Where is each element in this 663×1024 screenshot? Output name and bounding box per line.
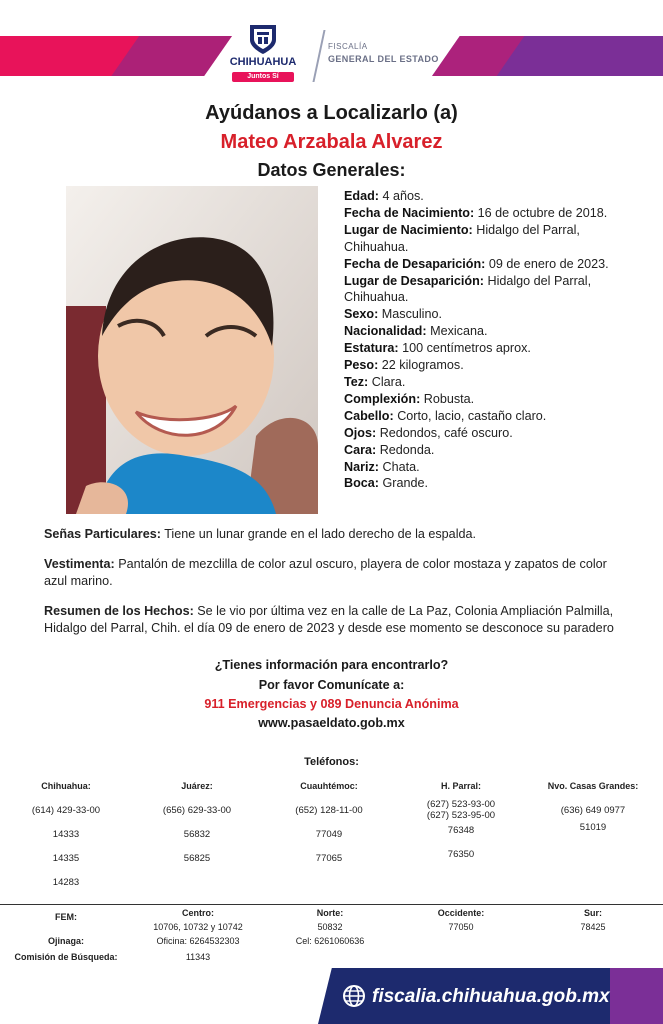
logo-slogan: Juntos Sí podemos: [232, 72, 294, 82]
detail-label: Complexión:: [344, 391, 421, 406]
phone-number: (656) 629-33-00: [162, 805, 232, 816]
contact-please: Por favor Comunícate a:: [258, 678, 405, 692]
detail-value: Hidalgo del Parral, Chihuahua.: [344, 273, 592, 305]
phone-extension: 76350: [447, 849, 475, 860]
detail-row: [344, 205, 616, 222]
phone-extension: 14335: [52, 853, 80, 864]
globe-icon: [342, 984, 366, 1008]
centro-header: Centro:: [182, 908, 214, 918]
detail-value: 16 de octubre de 2018.: [477, 205, 608, 220]
detail-label: Lugar de Desaparición:: [344, 273, 484, 288]
detail-row: [344, 425, 616, 442]
emergency-numbers: 911 Emergencias y 089 Denuncia Anónima: [204, 697, 459, 711]
column-header: H. Parral:: [440, 781, 482, 791]
phone-extension: 76348: [447, 825, 475, 836]
footer-accent: [610, 968, 663, 1024]
detail-label: Nariz:: [344, 459, 379, 474]
vestimenta-label: Vestimenta:: [44, 557, 115, 571]
detail-label: Boca:: [344, 476, 379, 491]
phone-extension: 56825: [183, 853, 211, 864]
detail-row: [344, 340, 616, 357]
missing-person-name: Mateo Arzabala Alvarez: [220, 131, 443, 153]
fiscalia-label: FISCALÍA: [328, 42, 368, 51]
column-header: Nvo. Casas Grandes:: [547, 781, 639, 791]
phone-number: (636) 649 0977: [560, 805, 626, 816]
phone-number: (614) 429-33-00: [31, 805, 101, 816]
detail-row: [344, 306, 616, 323]
detail-row: [344, 459, 616, 476]
logo-state-name: CHIHUAHUA: [229, 56, 297, 68]
detail-row: [344, 374, 616, 391]
phone-extension: 56832: [183, 829, 211, 840]
detail-label: Cabello:: [344, 408, 394, 423]
detail-label: Nacionalidad:: [344, 324, 427, 339]
fem-label: FEM:: [55, 912, 77, 922]
vestimenta: [44, 556, 624, 590]
detail-label: Estatura:: [344, 341, 399, 356]
detail-value: Chata.: [382, 459, 420, 474]
comision-label: Comisión de Búsqueda:: [14, 952, 118, 962]
norte-value: 50832: [317, 922, 343, 932]
website-link[interactable]: www.pasaeldato.gob.mx: [258, 716, 405, 730]
detail-value: Clara.: [371, 374, 406, 389]
senas-value: Tiene un lunar grande en el lado derecho de la espalda.: [164, 527, 476, 541]
missing-person-photo: [66, 186, 318, 514]
phone-extension: 14333: [52, 829, 80, 840]
detail-value: 100 centímetros aprox.: [402, 341, 531, 356]
header-divider: [312, 30, 325, 82]
details-list: [344, 188, 616, 492]
detail-value: Robusta.: [423, 391, 475, 406]
detail-label: Sexo:: [344, 307, 379, 322]
vestimenta-value: Pantalón de mezclilla de color azul oscuro, playera de color mostaza y zapatos de color azul marino.: [44, 557, 607, 588]
resumen-value: Se le vio por última vez en la calle de La Paz, Colonia Ampliación Palmilla, Hidalgo del Parral, Chih. el día 09 de enero de 2023 y desde ese momento se desconoce su paradero: [44, 604, 614, 635]
detail-row: [344, 391, 616, 408]
senas-label: Señas Particulares:: [44, 527, 161, 541]
detail-label: Edad:: [344, 189, 379, 203]
phone-extension: 51019: [579, 822, 607, 833]
sur-value: 78425: [580, 922, 606, 932]
detail-row: [344, 408, 616, 425]
detail-value: 09 de enero de 2023.: [488, 256, 609, 271]
detail-value: Hidalgo del Parral, Chihuahua.: [344, 222, 580, 254]
phone-number: (627) 523-95-00: [426, 810, 496, 821]
detail-label: Peso:: [344, 358, 379, 373]
cel-value: Cel: 6261060636: [295, 936, 365, 946]
detail-value: Masculino.: [381, 307, 442, 322]
norte-header: Norte:: [316, 908, 344, 918]
phone-extension: 77049: [315, 829, 343, 840]
detail-value: Redonda.: [379, 442, 435, 457]
detail-row: [344, 357, 616, 374]
section-divider: [0, 904, 663, 905]
occidente-header: Occidente:: [437, 908, 485, 918]
detail-value: Corto, lacio, castaño claro.: [397, 408, 547, 423]
detail-row: [344, 256, 616, 273]
detail-value: 4 años.: [382, 189, 424, 203]
detail-value: Redondos, café oscuro.: [379, 425, 513, 440]
fiscalia-name: GENERAL DEL ESTADO: [328, 54, 439, 64]
resumen-hechos: [44, 603, 624, 637]
detail-label: Fecha de Desaparición:: [344, 256, 486, 271]
phone-number: (627) 523-93-00: [426, 799, 496, 810]
ojinaga-label: Ojinaga:: [47, 936, 84, 946]
oficina-value: Oficina: 6264532303: [156, 936, 240, 946]
phone-column-parral: [401, 781, 521, 860]
centro-value: 10706, 10732 y 10742: [153, 922, 243, 932]
detail-row: [344, 442, 616, 459]
detail-value: Grande.: [382, 476, 429, 491]
detail-value: Mexicana.: [430, 324, 488, 339]
occidente-value: 77050: [448, 922, 474, 932]
detail-value: 22 kilogramos.: [381, 358, 464, 373]
detail-row: [344, 475, 616, 492]
phone-extension: 77065: [315, 853, 343, 864]
sur-header: Sur:: [584, 908, 602, 918]
phone-extension: 14283: [52, 877, 80, 888]
phone-column-juarez: [137, 781, 257, 864]
column-header: Juárez:: [181, 781, 213, 791]
state-shield-logo: [246, 22, 280, 56]
phone-column-casas-grandes: [533, 781, 653, 833]
detail-label: Ojos:: [344, 425, 377, 440]
detail-label: Lugar de Nacimiento:: [344, 222, 473, 237]
comision-value: 11343: [185, 952, 211, 962]
footer-url[interactable]: fiscalia.chihuahua.gob.mx: [372, 986, 610, 1007]
section-heading: Datos Generales:: [257, 160, 406, 180]
detail-label: Tez:: [344, 374, 369, 389]
phone-column-cuauhtemoc: [269, 781, 389, 864]
column-header: Cuauhtémoc:: [300, 781, 358, 791]
detail-row: [344, 323, 616, 340]
detail-row: [344, 273, 616, 307]
contact-question: ¿Tienes información para encontrarlo?: [214, 658, 449, 672]
detail-row: [344, 222, 616, 256]
phone-number: (652) 128-11-00: [295, 805, 363, 816]
phone-column-chihuahua: [6, 781, 126, 888]
column-header: Chihuahua:: [41, 781, 91, 791]
detail-row: [344, 188, 616, 205]
poster-title: Ayúdanos a Localizarlo (a): [205, 102, 458, 124]
detail-label: Cara:: [344, 442, 377, 457]
detail-label: Fecha de Nacimiento:: [344, 205, 475, 220]
resumen-label: Resumen de los Hechos:: [44, 604, 194, 618]
senas-particulares: [44, 526, 624, 543]
telefonos-title: Teléfonos:: [304, 756, 359, 768]
